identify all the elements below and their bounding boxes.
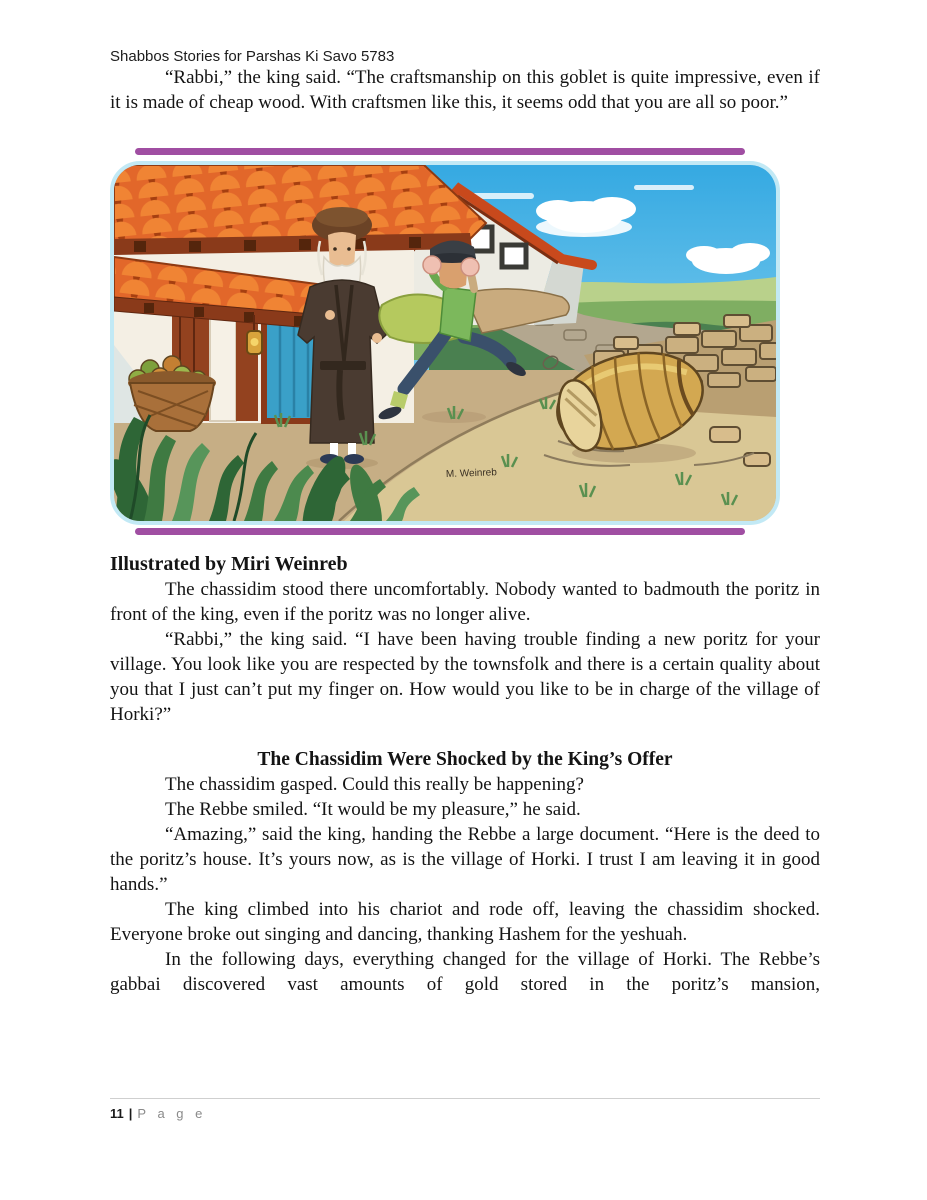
page-header-title: Shabbos Stories for Parshas Ki Savo 5783	[110, 48, 395, 65]
paragraph-chariot: The king climbed into his chariot and rode off, leaving the chassidim shocked. Everyone broke out singing and dancing, thanking Hashem for the yeshuah.	[110, 899, 820, 945]
page-footer	[110, 1098, 820, 1121]
footer-separator: |	[128, 1106, 133, 1121]
paragraph-pleasure: The Rebbe smiled. “It would be my pleasure,” he said.	[165, 799, 581, 820]
paragraph-trouble: “Rabbi,” the king said. “I have been having trouble finding a new poritz for your village. You look like you are respected by the townsfolk and there is a certain quality about you that I just can’t put my finger on. How would you like to be in charge of the village of Horki?”	[110, 629, 820, 725]
accent-divider-top	[135, 148, 745, 155]
accent-divider-bottom	[135, 528, 745, 535]
paragraph-uncomfortable: The chassidim stood there uncomfortably. Nobody wanted to badmouth the poritz in front of the king, even if the poritz was no longer alive.	[110, 579, 820, 625]
section-heading-shocked: The Chassidim Were Shocked by the King’s Offer	[257, 749, 673, 770]
illustrator-signature: M. Weinreb	[445, 467, 498, 480]
footer-label: P a g e	[137, 1106, 207, 1121]
page-number: 11	[110, 1106, 124, 1121]
paragraph-gasped: The chassidim gasped. Could this really be happening?	[165, 774, 584, 795]
story-illustration	[114, 165, 776, 521]
paragraph-following: In the following days, everything changed for the village of Horki. The Rebbe’s gabbai discovered vast amounts of gold stored in the poritz’s mansion,	[110, 949, 820, 995]
illustration-frame	[110, 161, 780, 525]
paragraph-amazing: “Amazing,” said the king, handing the Rebbe a large document. “Here is the deed to the poritz’s house. It’s yours now, as is the village of Horki. I trust I am leaving it in good hands.”	[110, 824, 820, 895]
illustration-credit: Illustrated by Miri Weinreb	[110, 553, 348, 575]
paragraph-goblet: “Rabbi,” the king said. “The craftsmanship on this goblet is quite impressive, even if it is made of cheap wood. With craftsmen like this, it seems odd that you are all so poor.”	[110, 67, 820, 113]
